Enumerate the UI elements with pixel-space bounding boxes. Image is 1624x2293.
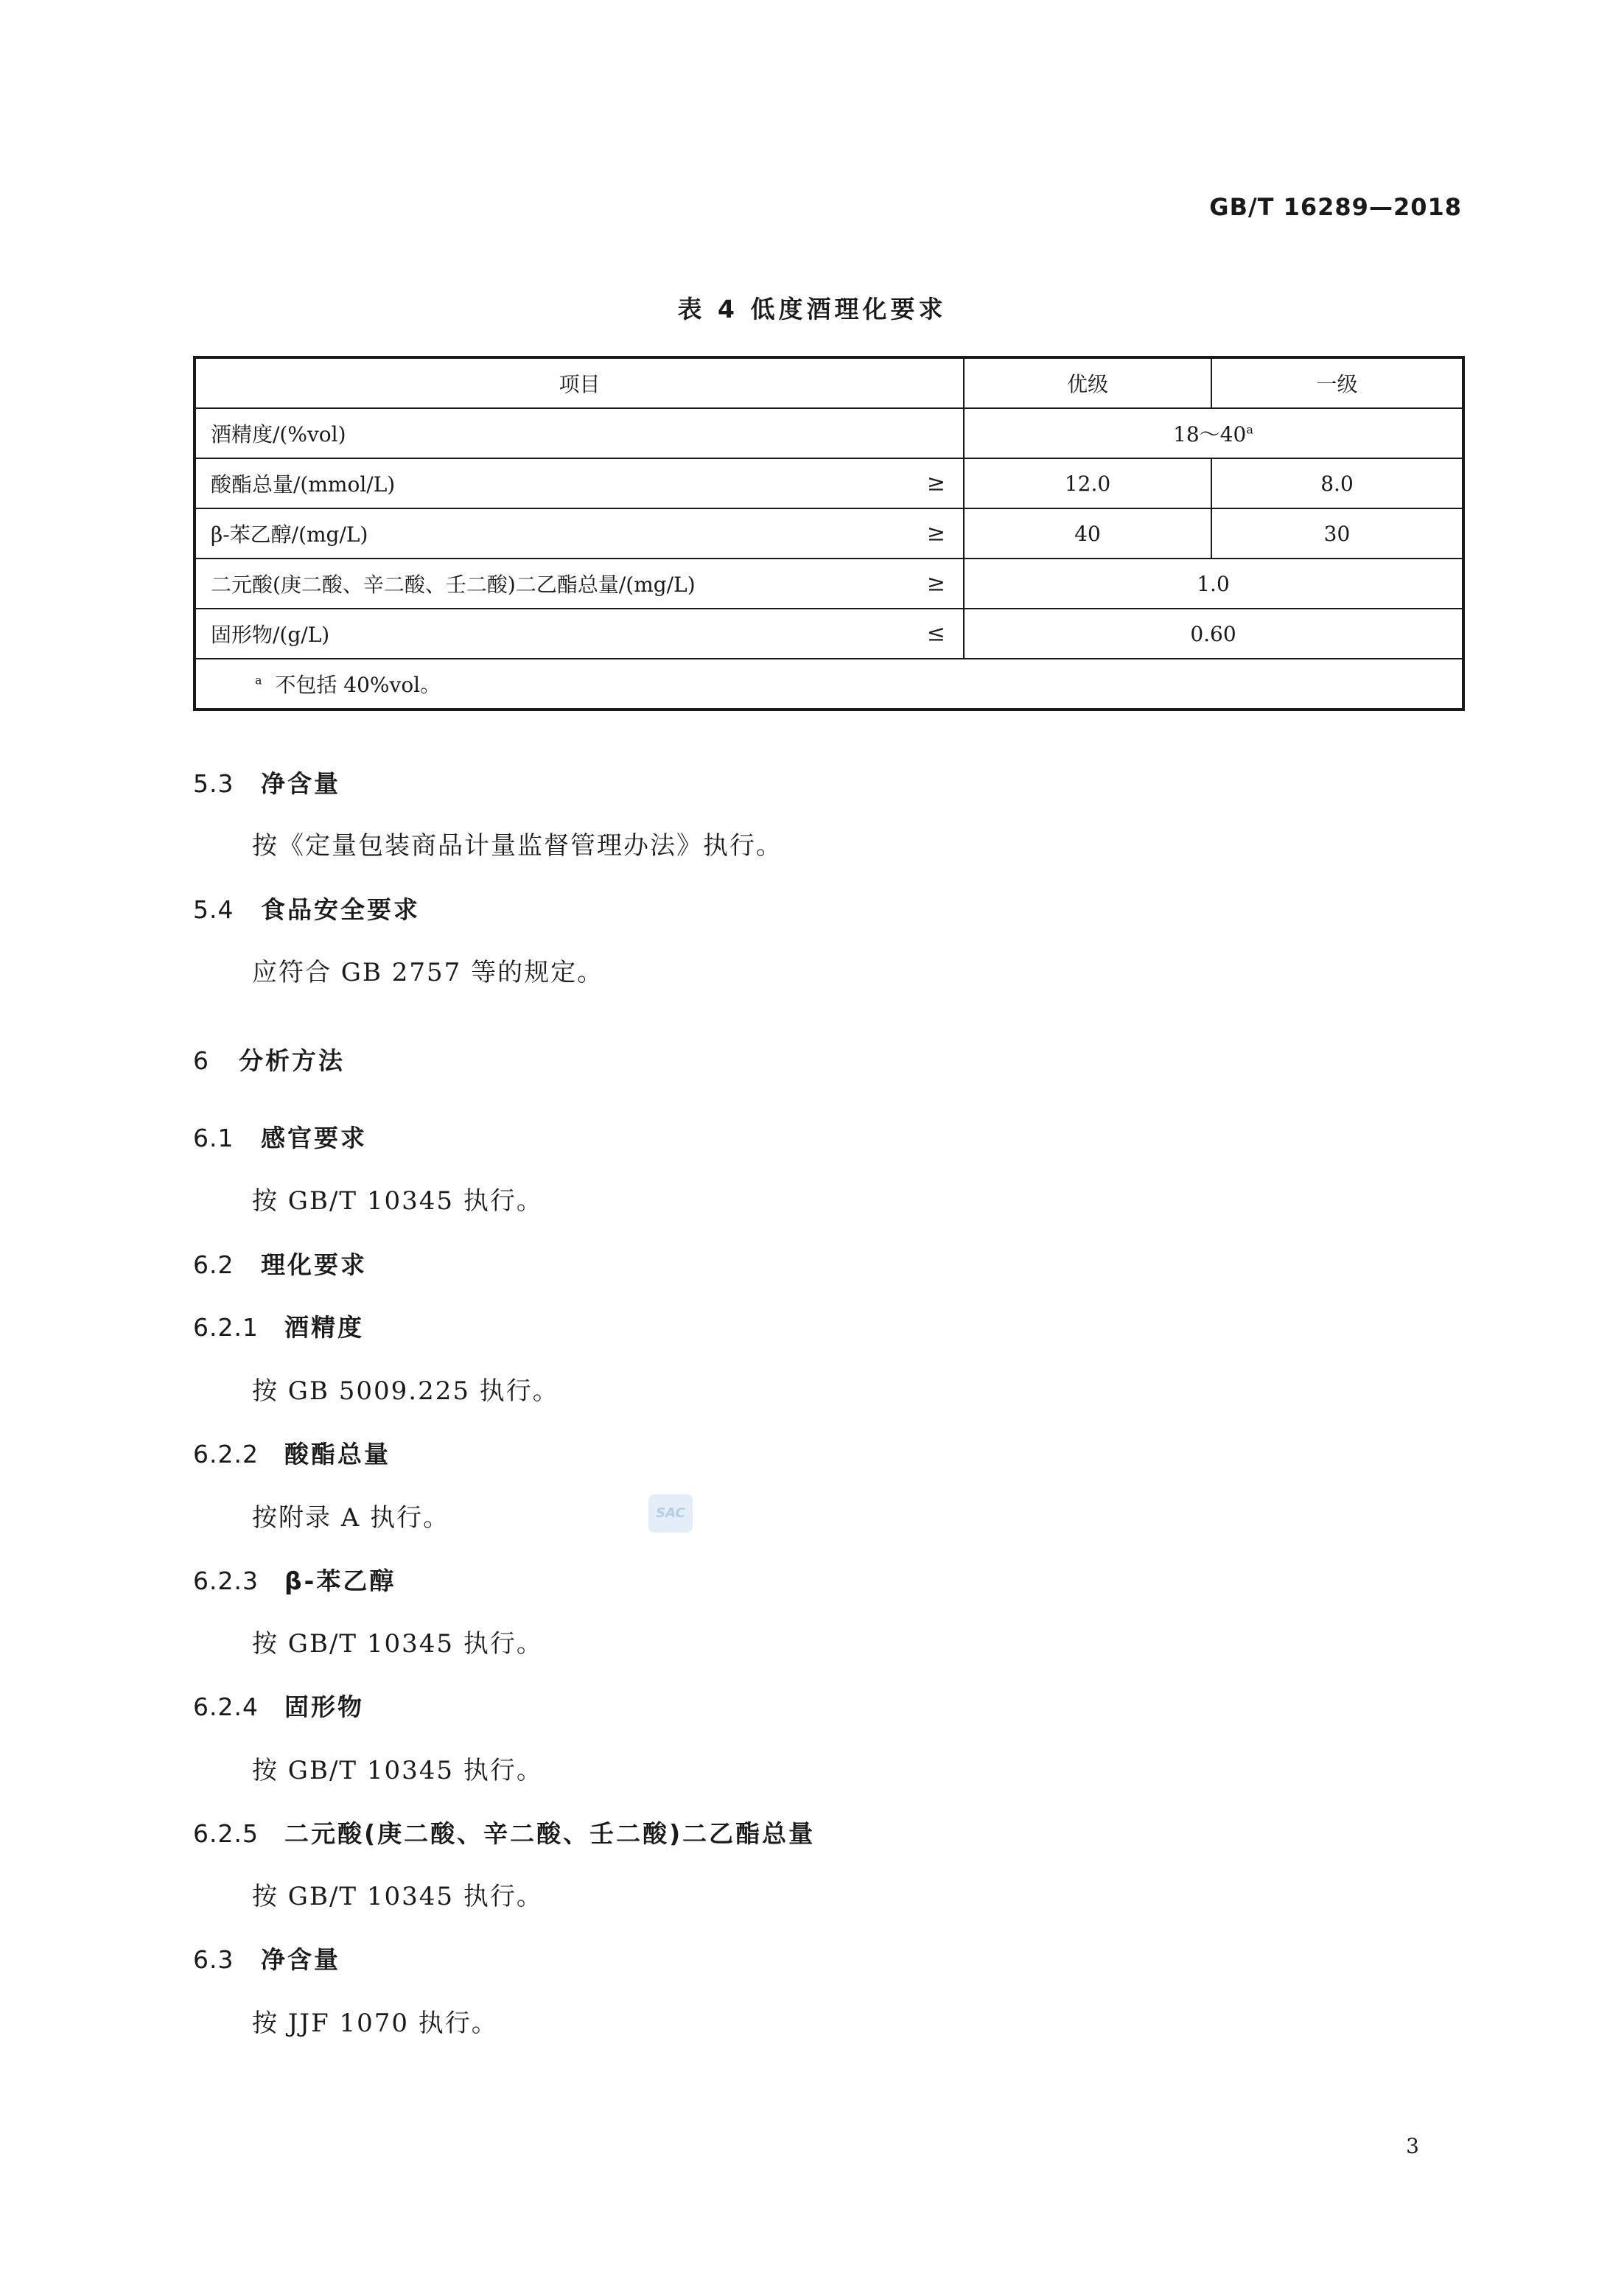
comparison-symbol: ≥ bbox=[926, 570, 945, 597]
section-heading-6-2-3: 6.2.3 β-苯乙醇 bbox=[193, 1566, 396, 1595]
merged-value: 1.0 bbox=[964, 559, 1463, 609]
merged-value: 0.60 bbox=[964, 609, 1463, 659]
section-text-5-4: 应符合 GB 2757 等的规定。 bbox=[252, 958, 604, 987]
section-text-6-2-1: 按 GB 5009.225 执行。 bbox=[252, 1376, 559, 1406]
value-excellent: 40 bbox=[964, 508, 1211, 559]
requirements-table bbox=[193, 356, 1465, 711]
section-text-6-2-5: 按 GB/T 10345 执行。 bbox=[252, 1882, 543, 1911]
table-caption: 表 4 低度酒理化要求 bbox=[677, 295, 947, 323]
section-heading-6-2-1: 6.2.1 酒精度 bbox=[193, 1313, 364, 1342]
table-row bbox=[195, 408, 1463, 458]
chapter-heading-6: 6 分析方法 bbox=[193, 1046, 345, 1075]
standard-code: GB/T 16289—2018 bbox=[1209, 193, 1462, 221]
table-header-row bbox=[195, 357, 1463, 408]
row-label: 固形物/(g/L) ≤ bbox=[195, 609, 964, 659]
merged-value: 18～40$^a$ bbox=[964, 408, 1463, 458]
sac-watermark: SAC bbox=[648, 1494, 693, 1533]
row-label: 酸酯总量/(mmol/L) ≥ bbox=[195, 458, 964, 508]
comparison-symbol: ≤ bbox=[926, 620, 945, 647]
table-row bbox=[195, 559, 1463, 609]
column-header-item: 项目 bbox=[195, 357, 964, 408]
section-heading-5-4: 5.4 食品安全要求 bbox=[193, 895, 420, 924]
table-footnote-row bbox=[195, 659, 1463, 710]
section-text-6-3: 按 JJF 1070 执行。 bbox=[252, 2009, 498, 2038]
section-heading-6-2-4: 6.2.4 固形物 bbox=[193, 1692, 364, 1721]
section-text-6-2-4: 按 GB/T 10345 执行。 bbox=[252, 1756, 543, 1785]
column-header-grade-first: 一级 bbox=[1211, 357, 1463, 408]
table-row bbox=[195, 508, 1463, 559]
value-first: 8.0 bbox=[1211, 458, 1463, 508]
row-label: 酒精度/(%vol) bbox=[195, 408, 964, 458]
section-text-6-2-2: 按附录 A 执行。 bbox=[252, 1503, 450, 1533]
column-header-grade-excellent: 优级 bbox=[964, 357, 1211, 408]
row-label: 二元酸(庚二酸、辛二酸、壬二酸)二乙酯总量/(mg/L) ≥ bbox=[195, 559, 964, 609]
section-heading-6-2: 6.2 理化要求 bbox=[193, 1250, 367, 1279]
table-footnote: $^a$ 不包括 40%vol。 bbox=[195, 659, 1463, 710]
table-row bbox=[195, 458, 1463, 508]
section-heading-6-2-2: 6.2.2 酸酯总量 bbox=[193, 1440, 391, 1468]
section-text-5-3: 按《定量包装商品计量监督管理办法》执行。 bbox=[252, 831, 783, 861]
section-text-6-1: 按 GB/T 10345 执行。 bbox=[252, 1186, 543, 1216]
section-heading-5-3: 5.3 净含量 bbox=[193, 769, 340, 798]
section-heading-6-1: 6.1 感官要求 bbox=[193, 1124, 367, 1152]
page-number: 3 bbox=[1406, 2134, 1419, 2158]
section-text-6-2-3: 按 GB/T 10345 执行。 bbox=[252, 1629, 543, 1659]
value-excellent: 12.0 bbox=[964, 458, 1211, 508]
section-heading-6-3: 6.3 净含量 bbox=[193, 1945, 340, 1974]
value-first: 30 bbox=[1211, 508, 1463, 559]
section-heading-6-2-5: 6.2.5 二元酸(庚二酸、辛二酸、壬二酸)二乙酯总量 bbox=[193, 1819, 816, 1848]
row-label: β-苯乙醇/(mg/L) ≥ bbox=[195, 508, 964, 559]
comparison-symbol: ≥ bbox=[926, 470, 945, 497]
table-row bbox=[195, 609, 1463, 659]
comparison-symbol: ≥ bbox=[926, 520, 945, 547]
